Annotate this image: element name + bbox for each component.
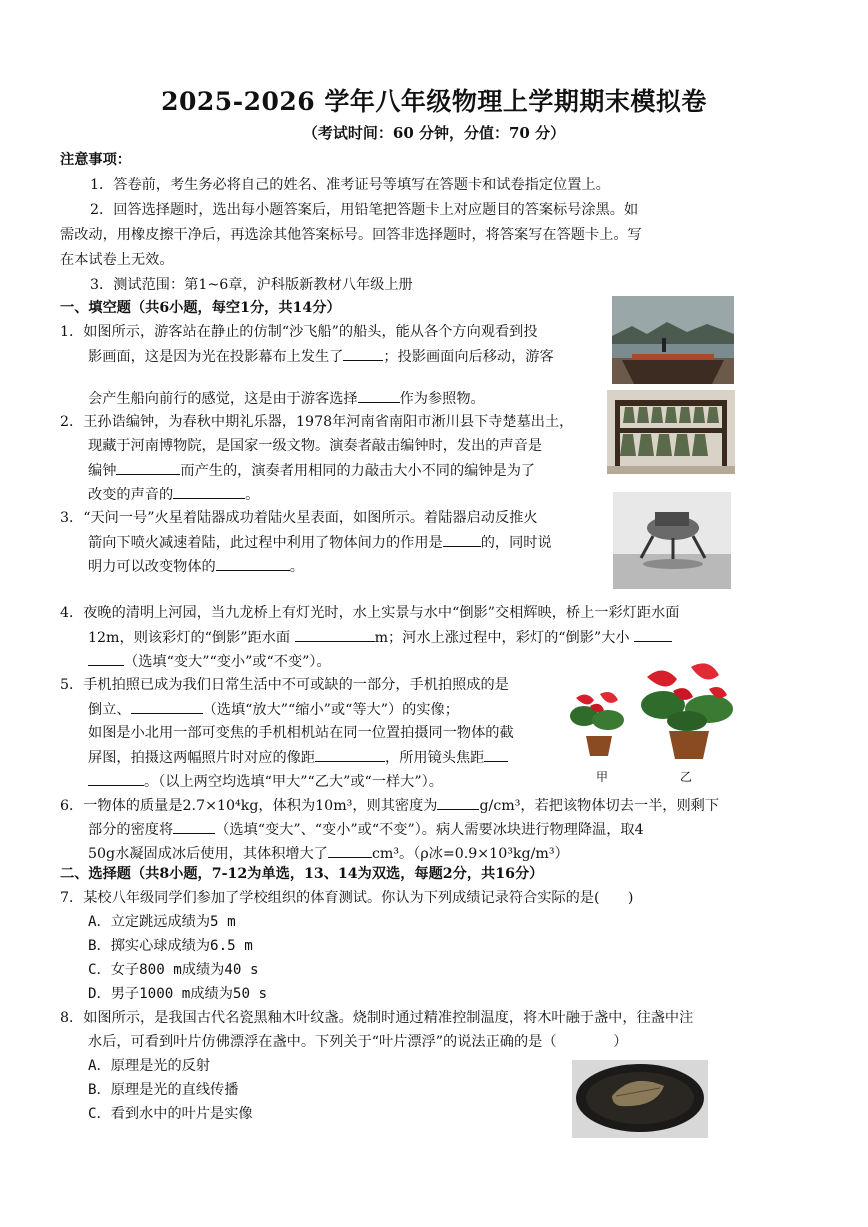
section2-heading: 二、选择题（共8小题，7-12为单选，13、14为双选，每题2分，共16分） [60, 866, 544, 882]
q8-option-b[interactable]: B．原理是光的直线传播 [88, 1082, 239, 1098]
q1-blank-1[interactable] [343, 346, 383, 361]
anthurium-photo-jia [562, 684, 634, 762]
q4-blank-2-cont[interactable] [88, 651, 124, 666]
q3-line3: 明力可以改变物体的 。 [88, 556, 304, 577]
q5-blank-2[interactable] [315, 747, 385, 762]
q8-option-c[interactable]: C．看到水中的叶片是实像 [88, 1106, 253, 1122]
note-2-line1: 2．回答选择题时，选出每小题答案后，用铅笔把答题卡上对应题目的答案标号涂黑。如 [90, 202, 639, 218]
q7-option-a[interactable]: A．立定跳远成绩为5 m [88, 914, 236, 930]
exam-title: 2025-2026 学年八年级物理上学期期末模拟卷 [161, 87, 707, 116]
ship-projection-photo [612, 296, 734, 384]
note-3: 3．测试范围：第1~6章，沪科版新教材八年级上册 [90, 277, 413, 293]
q3-line2: 箭向下喷火减速着陆，此过程中利用了物体间力的作用是 的，同时说 [88, 532, 552, 553]
q5-line1: 5．手机拍照已成为我们日常生活中不可或缺的一部分，手机拍照成的是 [60, 677, 509, 693]
q1-blank-2[interactable] [358, 388, 400, 403]
q4-line3: （选填“变大”“变小”或“不变”）。 [88, 651, 331, 672]
q1-line3: 会产生船向前行的感觉，这是由于游客选择 作为参照物。 [88, 388, 485, 409]
notes-heading: 注意事项： [60, 152, 131, 168]
q2-blank-2[interactable] [173, 484, 245, 499]
q5-line4: 屏图，拍摄这两幅照片时对应的像距 ，所用镜头焦距 [88, 747, 508, 768]
caption-yi: 乙 [680, 770, 693, 784]
q4-blank-2[interactable] [634, 627, 672, 642]
q2-blank-1[interactable] [116, 460, 180, 475]
q2-line3: 编钟 而产生的，演奏者用相同的力敲击大小不同的编钟是为了 [88, 460, 535, 481]
q1-line1: 1．如图所示，游客站在静止的仿制“沙飞船”的船头，能从各个方向观看到投 [60, 324, 538, 340]
q8-option-a[interactable]: A．原理是光的反射 [88, 1058, 211, 1074]
leaf-bowl-photo [572, 1060, 708, 1138]
q3-line1: 3．“天问一号”火星着陆器成功着陆火星表面，如图所示。着陆器启动反推火 [60, 510, 538, 526]
q8-line2: 水后，可看到叶片仿佛漂浮在盏中。下列关于“叶片漂浮”的说法正确的是（ ） [88, 1034, 628, 1050]
q6-blank-2[interactable] [173, 819, 215, 834]
q2-line2: 现藏于河南博物院，是国家一级文物。演奏者敲击编钟时，发出的声音是 [88, 438, 543, 454]
mars-lander-photo [613, 492, 731, 589]
q4-blank-1[interactable] [295, 627, 375, 642]
q3-blank-1[interactable] [443, 532, 481, 547]
q6-line3: 50g水凝固成冰后使用，其体积增大了 cm³。（ρ冰=0.9×10³kg/m³） [88, 843, 569, 864]
caption-jia: 甲 [596, 770, 609, 784]
section1-heading: 一、填空题（共6小题，每空1分，共14分） [60, 300, 341, 316]
q5-line2: 倒立、 （选填“放大”“缩小”或“等大”）的实像； [88, 699, 459, 720]
anthurium-photo-yi [633, 655, 743, 761]
note-2-line2: 需改动，用橡皮擦干净后，再选涂其他答案标号。回答非选择题时，将答案写在答题卡上。写 [60, 227, 642, 243]
note-2-line3: 在本试卷上无效。 [60, 252, 174, 268]
q5-blank-3-cont[interactable] [88, 771, 144, 786]
q3-blank-2[interactable] [216, 556, 290, 571]
q1-line2: 影画面，这是因为光在投影幕布上发生了 ；投影画面向后移动，游客 [88, 346, 554, 367]
q2-line4: 改变的声音的 。 [88, 484, 259, 505]
exam-subtitle: （考试时间：60 分钟，分值：70 分） [302, 124, 566, 142]
q5-blank-1[interactable] [131, 699, 203, 714]
q8-line1: 8．如图所示，是我国古代名瓷黑釉木叶纹盏。烧制时通过精准控制温度，将木叶融于盏中，往盏中注 [60, 1010, 694, 1026]
q6-blank-3[interactable] [328, 843, 372, 858]
q5-line3: 如图是小北用一部可变焦的手机相机站在同一位置拍摄同一物体的截 [88, 725, 514, 741]
q5-line5: 。（以上两空均选填“甲大”“乙大”或“一样大”）。 [88, 771, 443, 792]
bianzhong-photo [607, 390, 735, 474]
q6-blank-1[interactable] [437, 795, 479, 810]
note-1: 1．答卷前，考生务必将自己的姓名、准考证号等填写在答题卡和试卷指定位置上。 [90, 177, 610, 193]
q7-option-c[interactable]: C．女子800 m成绩为40 s [88, 962, 259, 978]
q6-line1: 6．一物体的质量是2.7×10⁴kg，体积为10m³，则其密度为 g/cm³，若把该物体切去一半，则剩下 [60, 795, 719, 816]
q4-line1: 4．夜晚的清明上河园，当九龙桥上有灯光时，水上实景与水中“倒影”交相辉映，桥上一彩灯距水面 [60, 605, 680, 621]
q4-line2: 12m，则该彩灯的“倒影”距水面 m；河水上涨过程中，彩灯的“倒影”大小 [88, 627, 672, 648]
q6-line2: 部分的密度将 （选填“变大”、“变小”或“不变”）。病人需要冰块进行物理降温，取4 [88, 819, 644, 840]
q7-option-b[interactable]: B．掷实心球成绩为6.5 m [88, 938, 253, 954]
q7-option-d[interactable]: D．男子1000 m成绩为50 s [88, 986, 268, 1002]
q5-blank-3[interactable] [484, 747, 508, 762]
q7-stem: 7．某校八年级同学们参加了学校组织的体育测试。你认为下列成绩记录符合实际的是( ) [60, 890, 634, 906]
q2-line1: 2．王孙诰编钟，为春秋中期礼乐器，1978年河南省南阳市淅川县下寺楚墓出土， [60, 414, 574, 430]
